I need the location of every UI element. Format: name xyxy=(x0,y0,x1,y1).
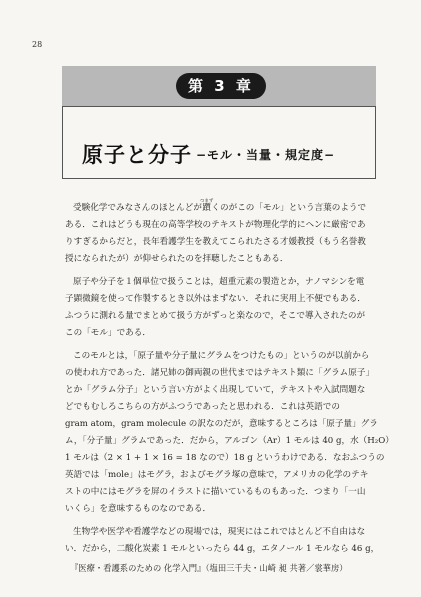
text-line: 授になられたが）が仰せられたのを拝聴したこともある． xyxy=(65,254,289,264)
text-line: どでもむしろこちらの方がふつうであったと思われる．これは英語での xyxy=(65,402,340,412)
text-line: りすぎるからだと，長年看護学生を教えてこられたさる才媛教授（もう名誉教 xyxy=(65,237,366,247)
text-line: 英語では「mole」はモグラ，およびモグラ塚の意味で，アメリカの化学のテキ xyxy=(65,470,369,480)
paragraph-1 xyxy=(65,199,390,268)
chapter-title: 原子と分子 xyxy=(82,143,192,167)
text-line: ム，「分子量」グラムであった．だから，アルゴン（Ar）1 モルは 40 g，水（H₂O） xyxy=(65,436,394,446)
text-line: 原子や分子を１個単位で扱うことは，超重元素の製造とか，ナノマシンを電 xyxy=(73,277,365,287)
text-line: ふつうに測れる量でまとめて扱う方がずっと楽なので，そこで導入されたのが xyxy=(65,311,366,321)
text-line: 1 モルは（2 × 1 + 1 × 16 = 18 なので）18 g というわけである．なおふつうの xyxy=(65,453,385,463)
paragraph-3 xyxy=(65,348,394,518)
chapter-subtitle: −モル・当量・規定度− xyxy=(196,148,336,162)
text-line: ある．これはどうも現在の高等学校のテキストが物理化学的にヘンに厳密であ xyxy=(65,220,366,230)
text-line: 生物学や医学や看護学などの現場では，現実にはこれではとんど不自由はな xyxy=(73,527,366,537)
text-line: とか「グラム分子」という言い方がよく出現していて，テキストや入試問題な xyxy=(65,385,366,395)
text-line: この「モル」である． xyxy=(65,328,151,338)
text-line: い．だから，二酸化炭素 1 モルといったら 44 g，エタノール 1 モルなら 46 g， xyxy=(65,544,380,554)
page-number: 28 xyxy=(32,40,43,49)
text-line: このモルとは，「原子量や分子量にグラムをつけたもの」というのが以前から xyxy=(73,351,370,361)
text-line: ストの中にはモグラを屏のイラストに描いているものもあった．つまり「一山 xyxy=(65,487,366,497)
text-line: 受験化学でみなさんのほとんどが躓つまずくのがこの「モル」という言葉のようで xyxy=(73,199,367,213)
paragraph-4 xyxy=(65,524,390,558)
text-line: 子顕微鏡を使って作製するとき以外はまずない．それに実用上不便でもある． xyxy=(65,294,366,304)
text-line: いくら」を意味するものなのである． xyxy=(65,504,212,514)
body-text xyxy=(65,199,394,564)
text-line: gram atom，gram molecule の訳なのだが，意味するところは「原子量」グラ xyxy=(65,419,378,429)
book-caption: 『医療・看護系のための 化学入門』（塩田三千夫・山崎 昶 共著／裳華房） xyxy=(70,563,348,573)
paragraph-2 xyxy=(65,274,390,342)
ruby-word: 躓つまず xyxy=(199,199,214,213)
chapter-label: 第 3 章 xyxy=(176,73,266,99)
text-line: の使われ方であった．諸兄姉の御両親の世代まではテキスト類に「グラム原子」 xyxy=(65,368,375,378)
